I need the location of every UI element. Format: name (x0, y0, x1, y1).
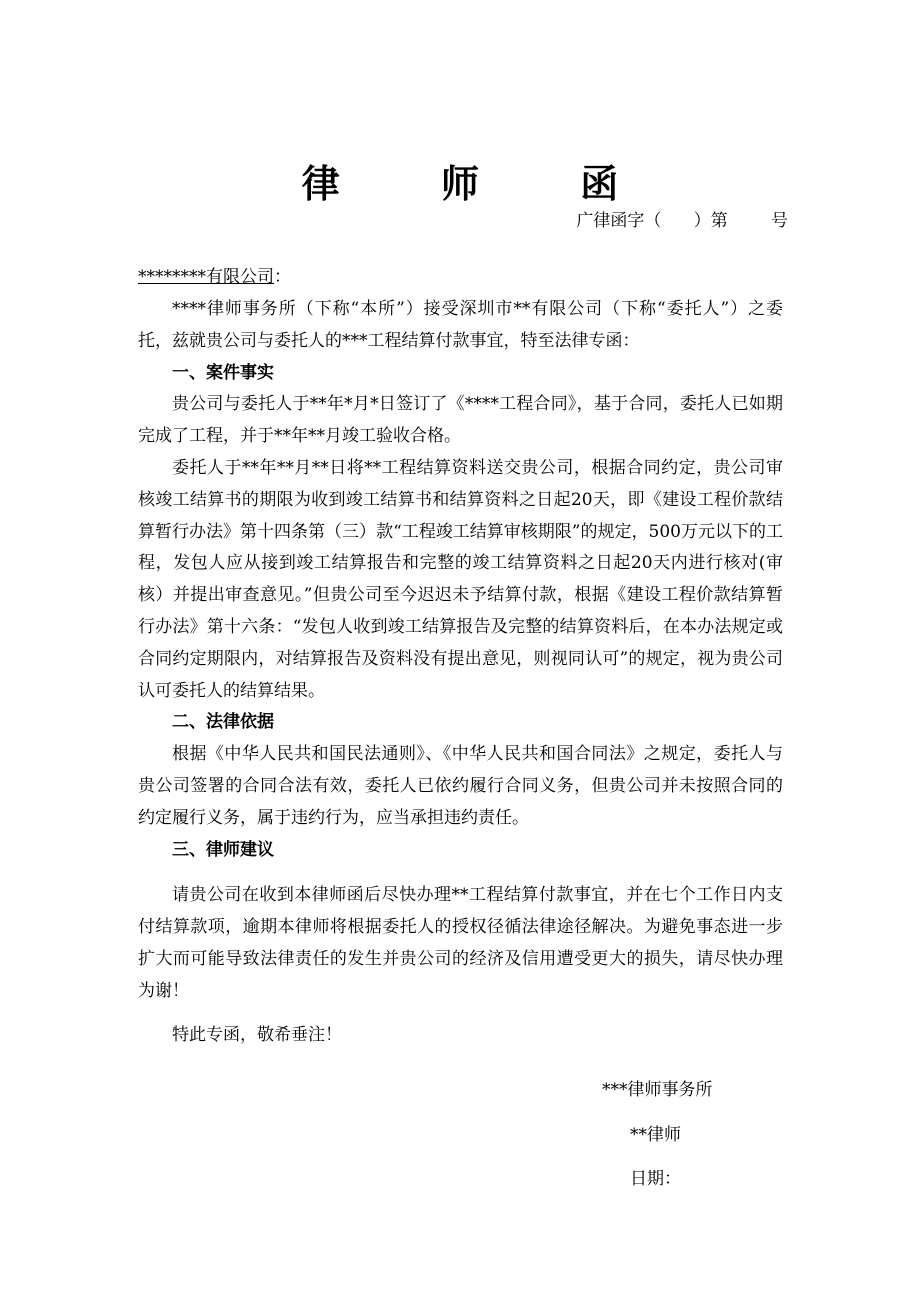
section-heading-advice: 三、律师建议 (172, 839, 274, 860)
letter-body (138, 294, 783, 1051)
intro-paragraph: ****律师事务所（下称“本所”）接受深圳市**有限公司（下称“委托人”）之委托，兹就贵公司与委托人的***工程结算付款事宜，特至法律专函： (138, 299, 783, 351)
section-heading-legal-basis: 二、法律依据 (172, 712, 274, 733)
reference-number: 广律函字（ ）第 号 (576, 211, 788, 231)
facts-paragraph-2: 委托人于**年**月**日将**工程结算资料送交贵公司，根据合同约定，贵公司审核竣工结算书的期限为收到竣工结算书和结算资料之日起20天，即《建设工程价款结算暂行办法》第十四条第（三）款“工程竣工结算审核期限”的规定，500万元以下的工程，发包人应从接到竣工结算报告和完整的竣工结算资料之日起20天内进行核对(审核）并提出审查意见。”但贵公司至今迟迟未予结算付款，根据《建设工程价款结算暂行办法》第十六条：“发包人收到竣工结算报告及完整的结算资料后，在本办法规定或合同约定期限内，对结算报告及资料没有提出意见，则视同认可”的规定，视为贵公司认可委托人的结算结果。 (138, 457, 783, 701)
addressee-name: ********有限公司 (138, 267, 274, 287)
addressee-suffix: ： (274, 267, 291, 287)
document-title: 律 师 函 (301, 162, 663, 206)
signature-date-label: 日期： (630, 1169, 681, 1189)
advice-paragraph: 请贵公司在收到本律师函后尽快办理**工程结算付款事宜，并在七个工作日内支付结算款项，逾期本律师将根据委托人的授权径循法律途径解决。为避免事态进一步扩大而可能导致法律责任的发生并贵公司的经济及信用遭受更大的损失，请尽快办理为谢！ (138, 885, 783, 1001)
closing-line: 特此专函，敬希垂注！ (172, 1024, 342, 1045)
facts-paragraph-1: 贵公司与委托人于**年*月*日签订了《****工程合同》，基于合同，委托人已如期完成了工程，并于**年**月竣工验收合格。 (138, 394, 783, 447)
legal-basis-paragraph: 根据《中华人民共和国民法通则》、《中华人民共和国合同法》之规定，委托人与贵公司签署的合同合法有效，委托人已依约履行合同义务，但贵公司并未按照合同的约定履行义务，属于违约行为，应当承担违约责任。 (138, 744, 783, 828)
signature-lawyer: **律师 (630, 1125, 681, 1145)
section-heading-facts: 一、案件事实 (172, 362, 274, 383)
signature-firm: ***律师事务所 (602, 1080, 713, 1100)
addressee-line (138, 264, 291, 290)
